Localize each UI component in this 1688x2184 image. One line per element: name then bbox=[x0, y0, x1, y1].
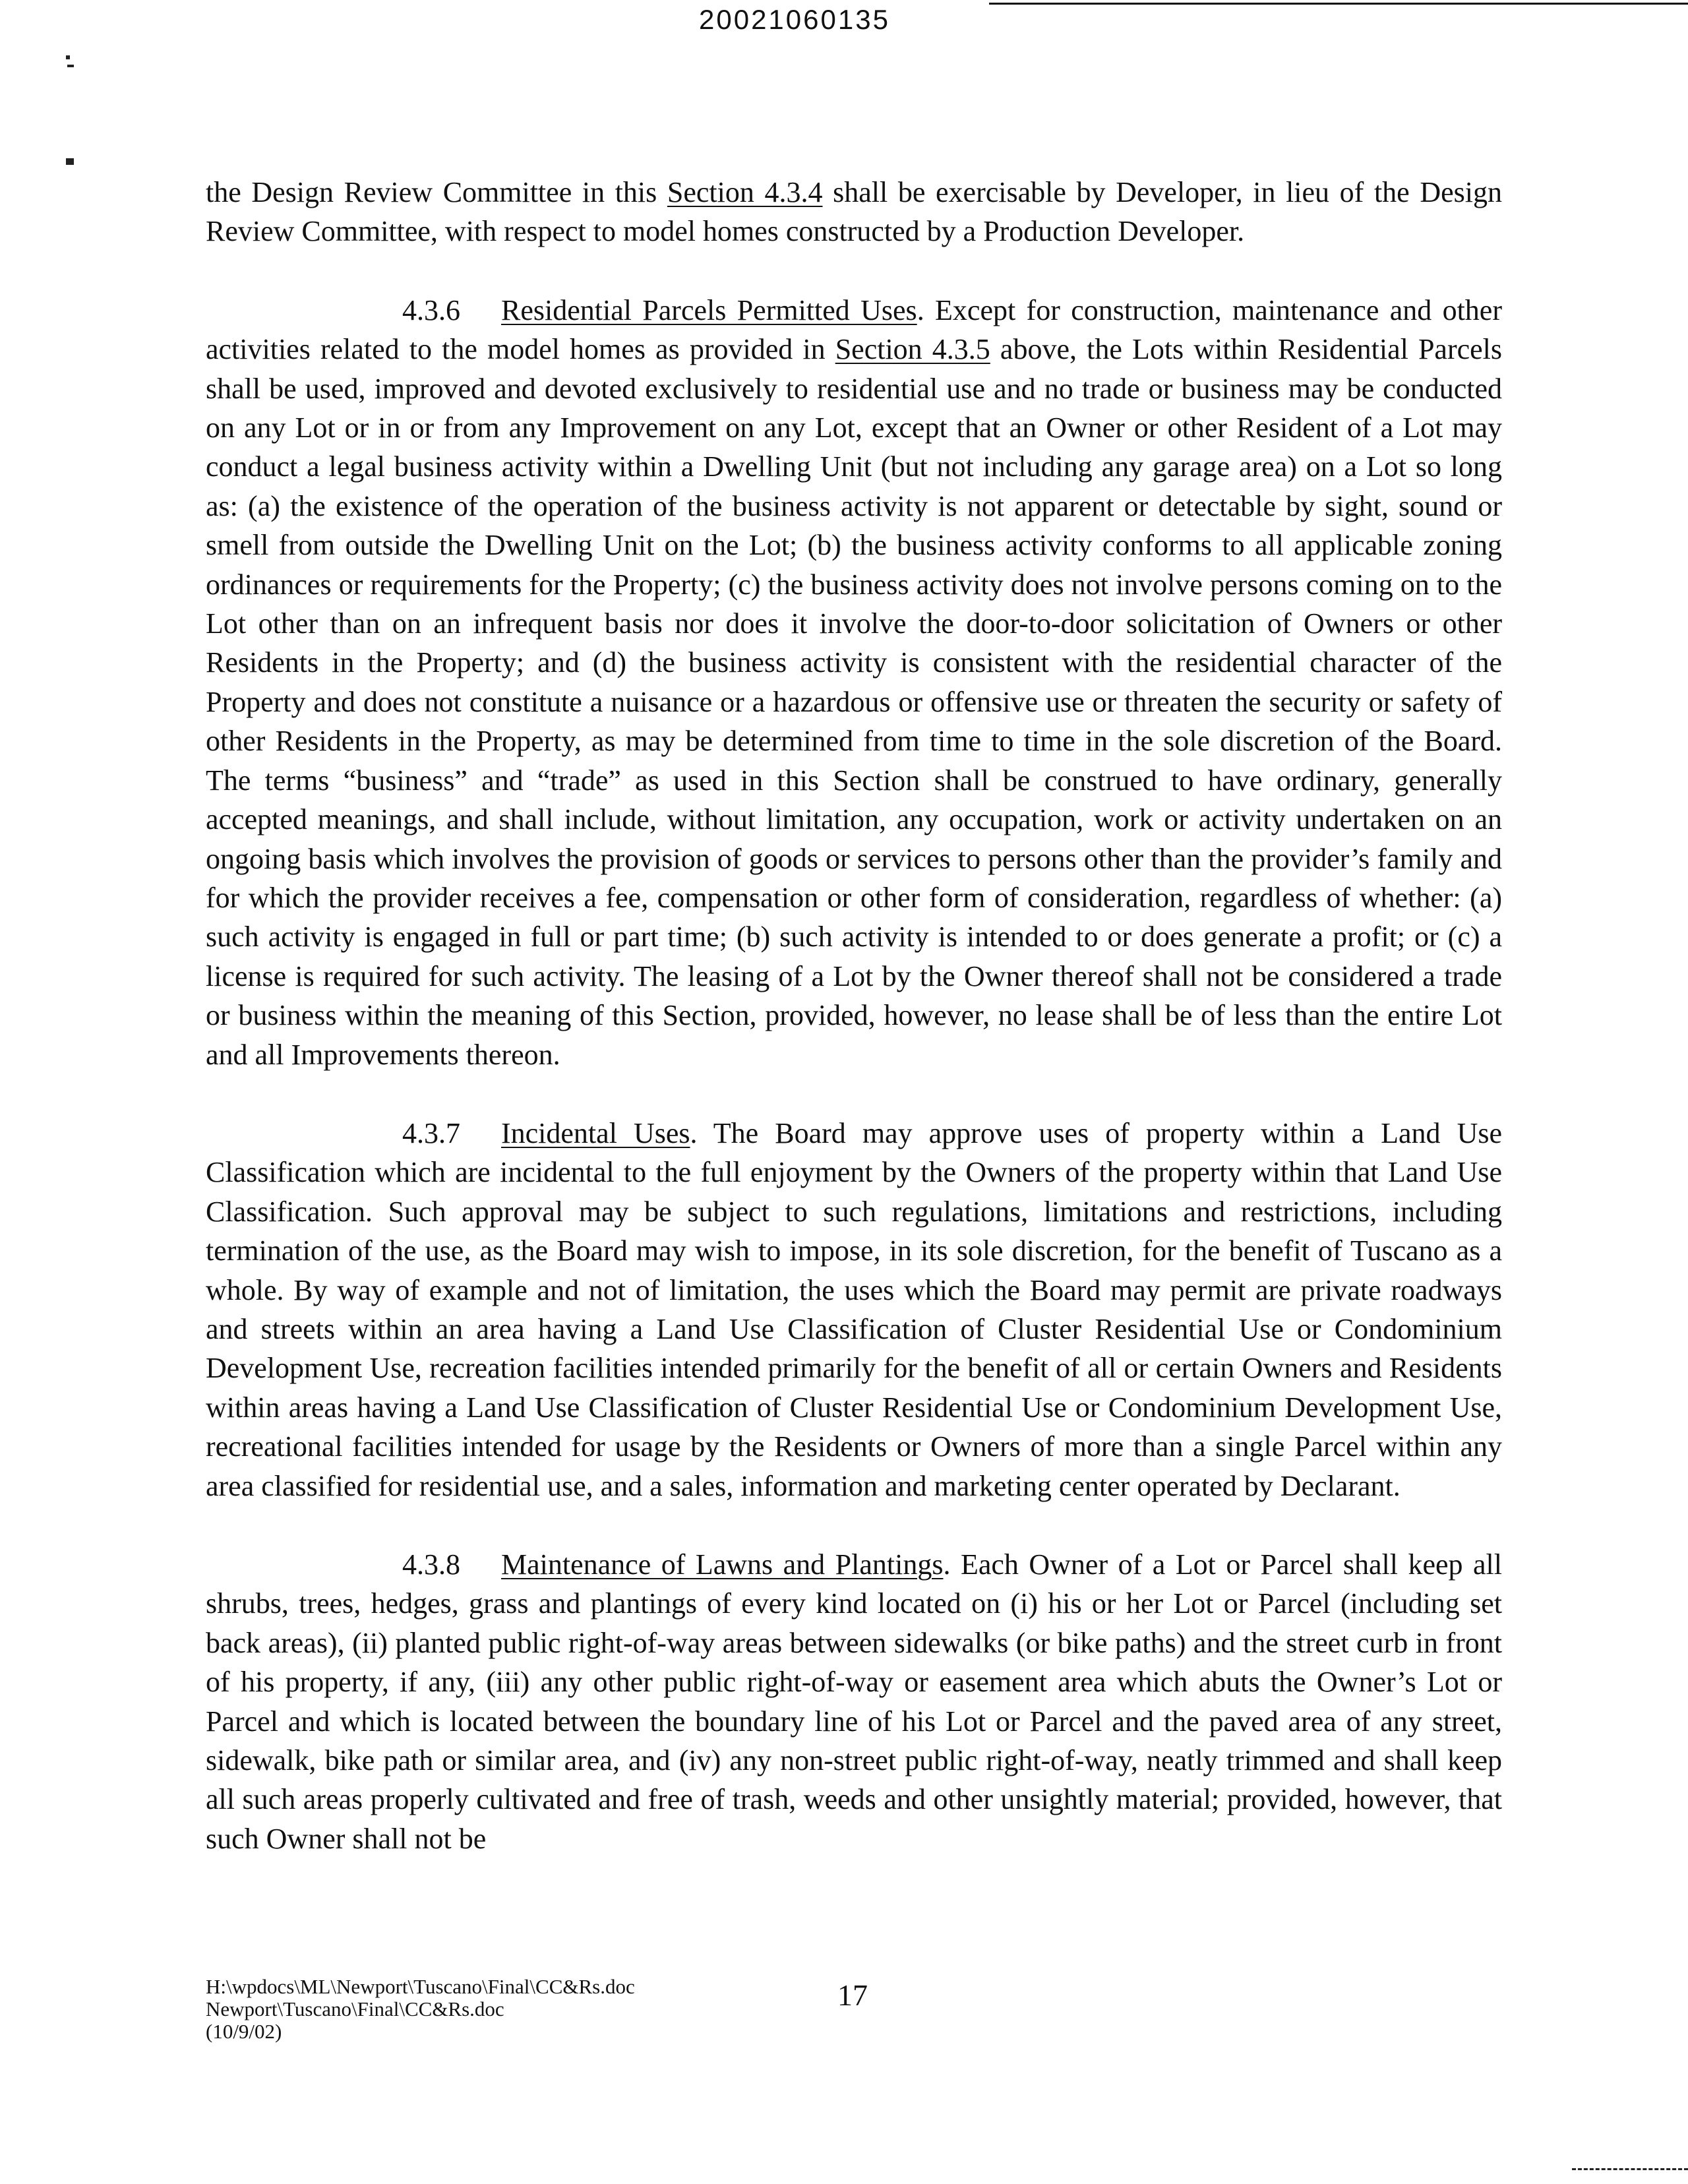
footer-file-info bbox=[206, 1976, 635, 2043]
scan-edge-marks bbox=[1572, 2168, 1688, 2170]
footer-date: (10/9/02) bbox=[206, 2020, 282, 2043]
section-heading: Maintenance of Lawns and Plantings bbox=[501, 1548, 944, 1581]
section-heading: Incidental Uses bbox=[501, 1116, 690, 1149]
section-text-b: above, the Lots within Residential Parcels shall be used, improved and devoted exclusively to residential use and no trade or business may be conducted on any Lot or in or from any Improvement on any Lot, except that an Owner or other Resident of a Lot may conduct a legal business activity within a Dwelling Unit (but not including any garage area) on a Lot so long as: (a) the existence of the operation of the business activity is not apparent or detectable by sight, sound or smell from outside the Dwelling Unit on the Lot; (b) the business activity conforms to all applicable zoning ordinances or requirements for the Property; (c) the business activity does not involve persons coming on to the Lot other than on an infrequent basis nor does it involve the door-to-door solicitation of Owners or other Residents in the Property; and (d) the business activity is consistent with the residential character of the Property and does not constitute a nuisance or a hazardous or offensive use or threaten the security or safety of other Residents in the Property, as may be determined from time to time in the sole discretion of the Board. The terms “business” and “trade” as used in this Section shall be construed to have ordinary, generally accepted meanings, and shall include, without limitation, any occupation, work or activity undertaken on an ongoing basis which involves the provision of goods or services to persons other than the provider’s family and for which the provider receives a fee, compensation or other form of consideration, regardless of whether: (a) such activity is engaged in full or part time; (b) such activity is intended to or does generate a profit; or (c) a license is required for such activity. The leasing of a Lot by the Owner thereof shall not be considered a trade or business within the meaning of this Section, provided, however, no lease shall be of less than the entire Lot and all Improvements thereon. bbox=[206, 333, 1502, 1071]
scan-speck bbox=[66, 158, 74, 165]
section-4-3-6 bbox=[206, 291, 1502, 1074]
scan-speck bbox=[67, 65, 74, 67]
section-text: . The Board may approve uses of property within a Land Use Classification which are incidental to the full enjoyment by the Owners of the property within that Land Use Classification. Such approval may be subject to such regulations, limitations and restrictions, including termination of the use, as the Board may wish to impose, in its sole discretion, for the benefit of Tuscano as a whole. By way of example and not of limitation, the uses which the Board may permit are private roadways and streets within an area having a Land Use Classification of Cluster Residential Use or Condominium Development Use, recreation facilities intended primarily for the benefit of all or certain Owners and Residents within areas having a Land Use Classification of Cluster Residential Use or Condominium Development Use, recreational facilities intended for usage by the Residents or Owners of more than a single Parcel within any area classified for residential use, and a sales, information and marketing center operated by Declarant. bbox=[206, 1116, 1503, 1502]
section-text: . Each Owner of a Lot or Parcel shall keep all shrubs, trees, hedges, grass and plantings of every kind located on (i) his or her Lot or Parcel (including set back areas), (ii) planted public right-of-way areas between sidewalks (or bike paths) and the street curb in front of his property, if any, (iii) any other public right-of-way or easement area which abuts the Owner’s Lot or Parcel and which is located between the boundary line of his Lot or Parcel and the paved area of any street, sidewalk, bike path or similar area, and (iv) any non-street public right-of-way, neatly trimmed and shall keep all such areas properly cultivated and free of trash, weeds and other unsightly material; provided, however, that such Owner shall not be bbox=[206, 1548, 1502, 1855]
document-number: 20021060135 bbox=[699, 4, 890, 35]
section-number: 4.3.8 bbox=[402, 1548, 460, 1581]
intro-text-b: shall be exercisable by Developer, in lieu of the Design Review Committee, with respect to model homes constructed by a Production Developer. bbox=[206, 176, 1502, 248]
footer-path-1: H:\wpdocs\ML\Newport\Tuscano\Final\CC&Rs.doc bbox=[206, 1975, 635, 1998]
section-reference-link: Section 4.3.5 bbox=[835, 333, 990, 366]
header-rule bbox=[989, 3, 1688, 5]
footer-path-2: Newport\Tuscano\Final\CC&Rs.doc bbox=[206, 1997, 504, 2020]
section-text-a: . Except for construction, maintenance and other activities related to the model homes as provided in bbox=[206, 293, 1502, 366]
scan-speck bbox=[66, 55, 70, 59]
section-heading: Residential Parcels Permitted Uses bbox=[501, 293, 917, 326]
intro-text-a: the Design Review Committee in this bbox=[206, 176, 667, 208]
page-number: 17 bbox=[837, 1978, 868, 2012]
section-4-3-7 bbox=[206, 1114, 1502, 1505]
document-body bbox=[206, 173, 1502, 1898]
intro-paragraph bbox=[206, 173, 1502, 251]
section-number: 4.3.6 bbox=[402, 293, 460, 326]
section-reference-link: Section 4.3.4 bbox=[667, 176, 823, 208]
section-4-3-8 bbox=[206, 1545, 1502, 1858]
section-number: 4.3.7 bbox=[402, 1116, 460, 1149]
